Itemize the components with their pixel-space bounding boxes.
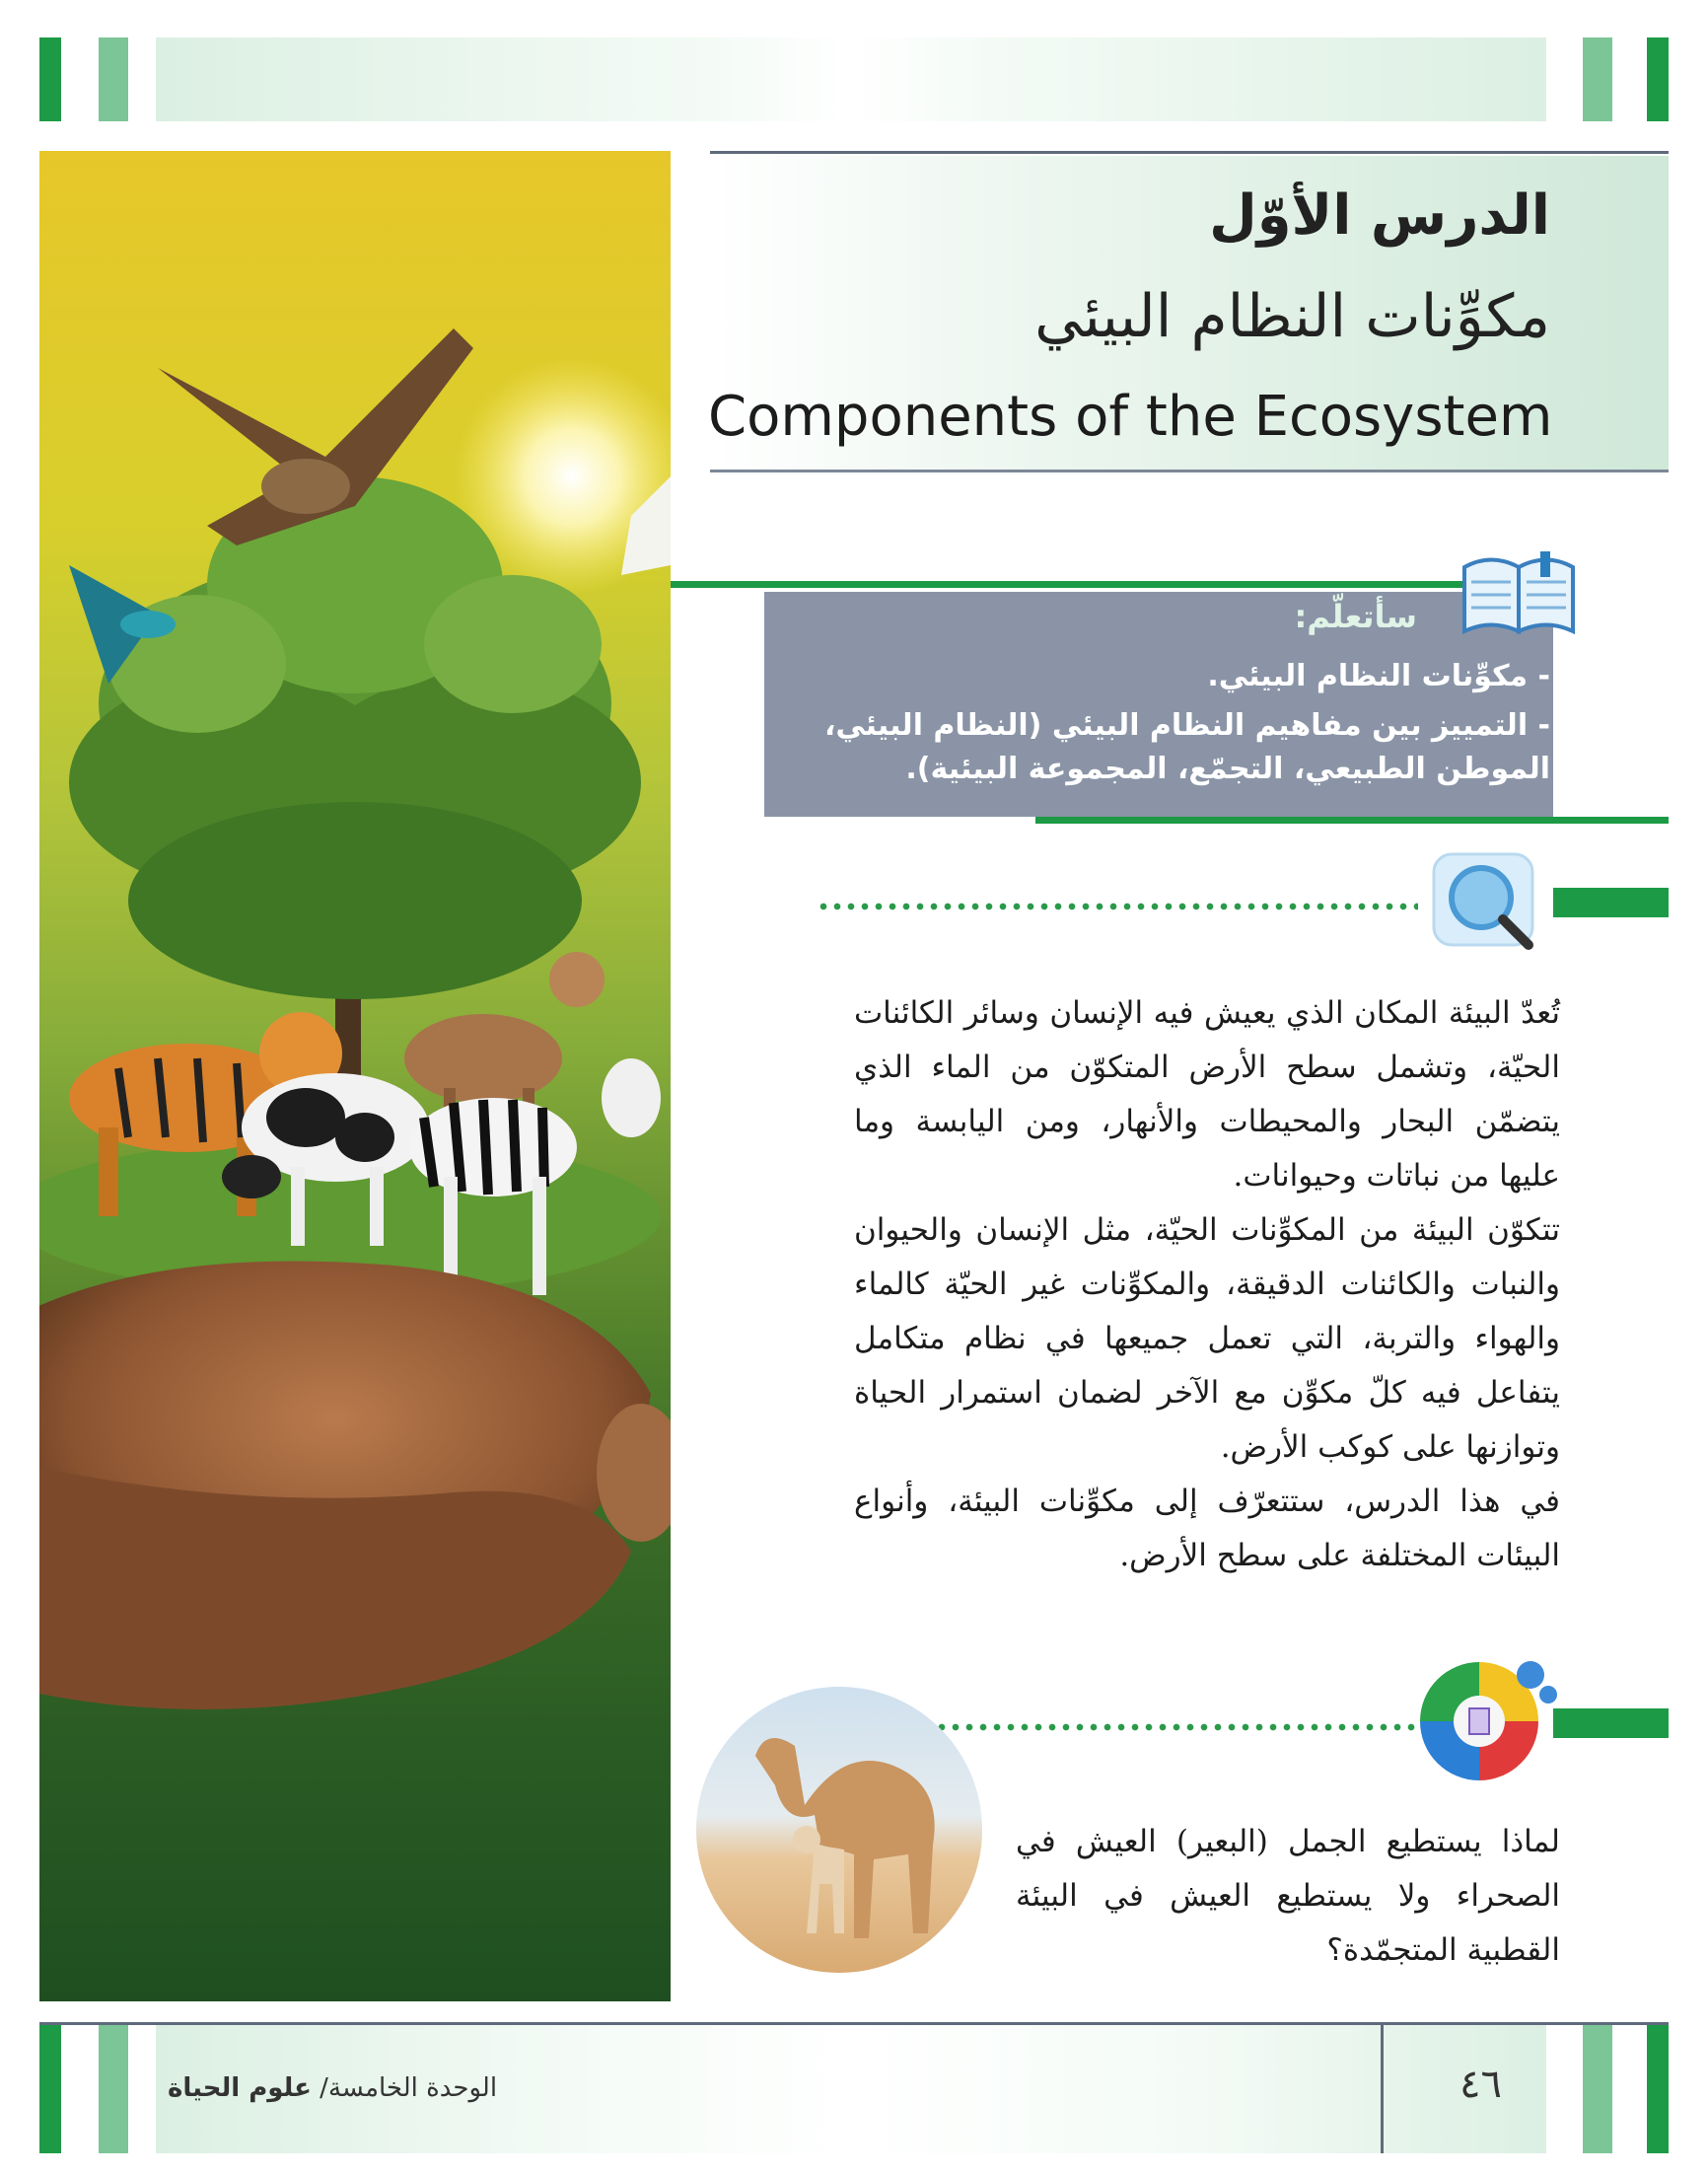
footer-stripe-dark-left xyxy=(39,2025,61,2153)
lesson-number: الدرس الأوّل xyxy=(1209,183,1550,248)
footer-divider xyxy=(1381,2025,1384,2153)
camel-photo xyxy=(696,1687,982,1973)
learn-item: - مكوِّنات النظام البيئي. xyxy=(1207,659,1550,693)
learn-item: - التمييز بين مفاهيم النظام البيئي (النظام البيئي، الموطن الطبيعي، التجمّع، المجموعة البيئية). xyxy=(823,708,1550,786)
ecosystem-artwork xyxy=(39,151,671,2001)
header-stripe-dark-right xyxy=(1647,37,1669,121)
cupped-hands xyxy=(39,1262,671,1709)
title-top-rule xyxy=(710,151,1669,154)
page-number: ٤٦ xyxy=(1459,2062,1502,2107)
book-icon xyxy=(1459,547,1578,636)
header-bar xyxy=(156,37,1546,121)
learn-bottom-rule xyxy=(1035,817,1669,824)
unit-name: الوحدة الخامسة/ xyxy=(311,2073,498,2103)
paragraph: في هذا الدرس، ستتعرّف إلى مكوِّنات البيئة، وأنواع البيئات المختلفة على سطح الأرض. xyxy=(854,1484,1560,1573)
subject-name: علوم الحياة xyxy=(168,2073,312,2103)
header-stripe-light-left xyxy=(99,37,128,121)
green-tab xyxy=(1553,1708,1669,1738)
paragraph: تُعدّ البيئة المكان الذي يعيش فيه الإنسان وسائر الكائنات الحيّة، وتشمل سطح الأرض المتكوّن من الماء الذي يتضمّن البحار والمحيطات والأنهار، ومن اليابسة وما عليها من نباتات وحيوانات. xyxy=(854,995,1560,1194)
learning-objectives-list xyxy=(801,655,1550,797)
intro-paragraphs xyxy=(854,986,1560,1583)
lesson-title-arabic: مكوِّنات النظام البيئي xyxy=(1034,282,1550,351)
header-stripe-dark-left xyxy=(39,37,61,121)
ecosystem-illustration xyxy=(39,151,671,2001)
footer-unit-label xyxy=(168,2073,497,2103)
gears-cycle-icon xyxy=(1400,1647,1558,1795)
learn-top-rule xyxy=(671,581,1568,588)
header-stripe-light-right xyxy=(1583,37,1612,121)
footer-stripe-light-right xyxy=(1583,2025,1612,2153)
lesson-title-english: Components of the Ecosystem xyxy=(708,385,1553,449)
dotted-separator xyxy=(935,1723,1418,1731)
learn-heading: سأتعلّم: xyxy=(1294,598,1417,635)
footer-stripe-light-left xyxy=(99,2025,128,2153)
title-bottom-rule xyxy=(710,470,1669,472)
green-tab xyxy=(1553,888,1669,917)
dotted-separator xyxy=(817,903,1418,910)
magnifier-icon xyxy=(1430,850,1548,959)
paragraph: تتكوّن البيئة من المكوِّنات الحيّة، مثل الإنسان والحيوان والنبات والكائنات الدقيقة، والمكوِّنات غير الحيّة كالماء والهواء والتربة، التي تعمل جميعها في نظام متكامل يتفاعل فيه كلّ مكوِّن مع الآخر لضمان استمرار الحياة وتوازنها على كوكب الأرض. xyxy=(854,1212,1560,1465)
footer-stripe-dark-right xyxy=(1647,2025,1669,2153)
discussion-question: لماذا يستطيع الجمل (البعير) العيش في الصحراء ولا يستطيع العيش في البيئة القطبية المتجمّدة؟ xyxy=(1016,1824,1560,1968)
